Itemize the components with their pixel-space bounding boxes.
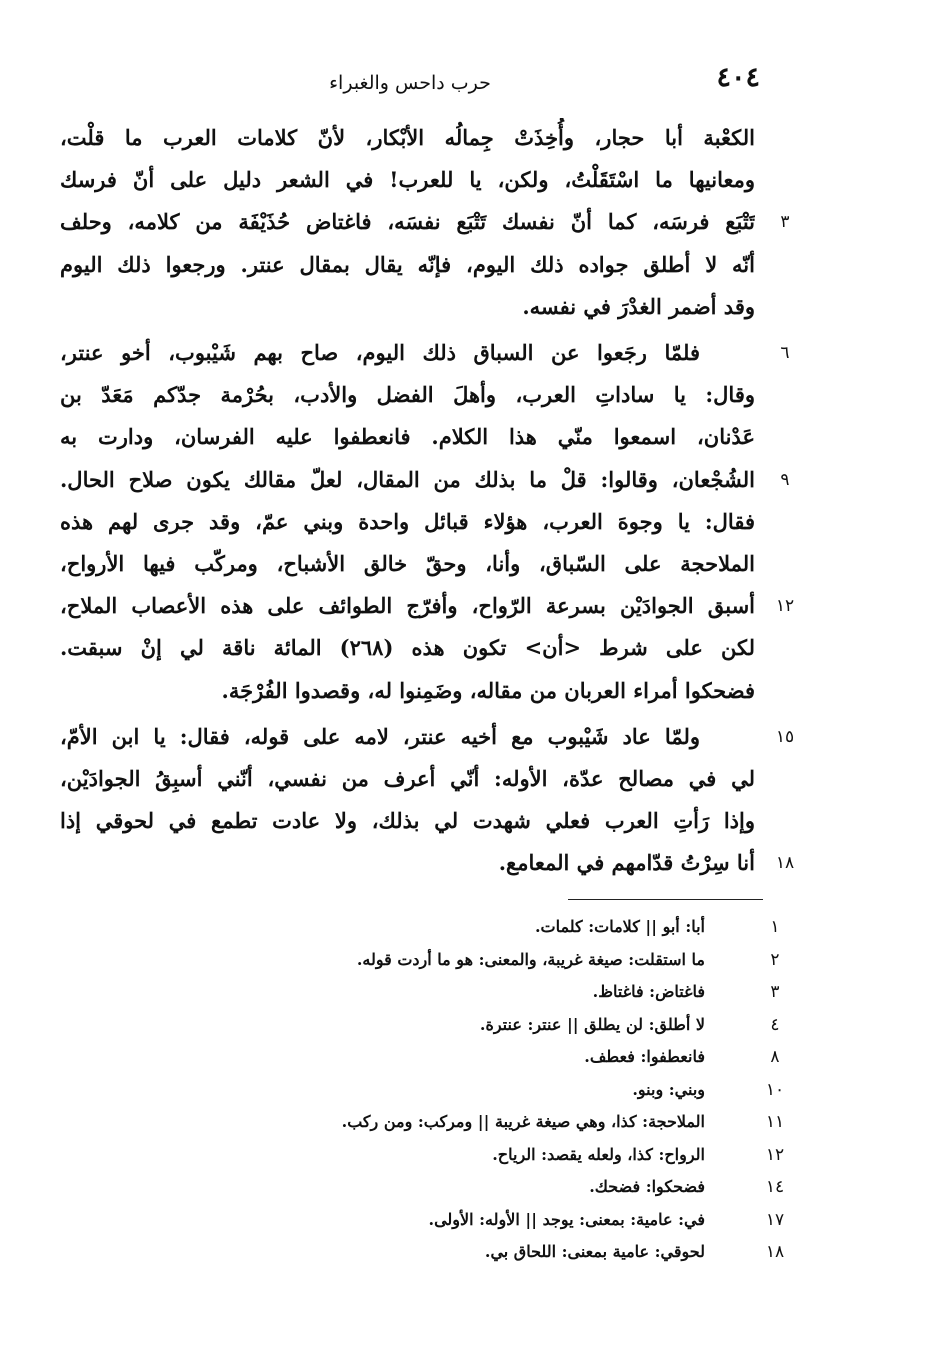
- text-line: فلمّا رجَعوا عن السباق ذلك اليوم، صاح بهم شَيْبوب، أخو عنتر،: [60, 340, 700, 365]
- footnote-text: فانعطفوا: فعطف.: [584, 1047, 705, 1066]
- text-line: تَتْبَع فرسَه، كما أنّ نفسك تَتْبَع نفسَه، فاغتاض حُذَيْفَة من كلامه، وحلف: [60, 209, 755, 235]
- text-line: الكعْبة أبا حجار، وأُخِذَتْ جِمالُه الأبْكار، لأنّ كلامات العرب ما قلْت،: [60, 125, 755, 150]
- footnote-number: ٣: [770, 982, 780, 1002]
- footnote-number: ٤: [770, 1014, 780, 1035]
- text-line: ومعانيها ما اسْتَقَلْتُ، ولكن، يا للعرب! في الشعر دليل على أنّ فرسك: [60, 167, 755, 193]
- footnote: [200, 1172, 800, 1202]
- footnote-number: ١: [770, 917, 780, 937]
- text-line: الملاحجة على السّباق، وأنا، وحقّ خالق الأشباح، ومركّب فيها الأرواح،: [60, 551, 755, 576]
- footnote: [200, 1237, 800, 1267]
- footnote: [200, 977, 800, 1007]
- footnote: [200, 1140, 800, 1170]
- page-header: [60, 62, 760, 102]
- line-number: ٩: [780, 469, 790, 490]
- text-line: أنا سِرْتُ قدّامهم في المعامع.: [498, 850, 755, 876]
- footnote-text: فاغتاض: فاغتاظ.: [592, 982, 705, 1001]
- footnote: [200, 1042, 800, 1072]
- line-number: ٣: [780, 212, 790, 233]
- footnote-number: ١٨: [765, 1242, 785, 1262]
- footnote: [200, 1107, 800, 1137]
- footnote-number: ١٧: [765, 1209, 785, 1230]
- footnote-text: فضحكوا: فضحك.: [589, 1177, 705, 1196]
- text-line: لكن على شرط <أن> تكون هذه (٢٦٨) المائة ناقة لي إنْ سبقت.: [60, 635, 755, 661]
- line-number: ١٥: [775, 726, 795, 747]
- footnote-separator: [568, 899, 763, 900]
- footnote-text: في: عامية: بمعنى: يوجد || الأوله: الأولى.: [428, 1209, 705, 1229]
- text-line: وإذا رَأتِ العرب فعلي شهدت لي بذلك، ولا عادت تطمع في لحوقي إذا: [60, 808, 755, 834]
- footnote-number: ١١: [765, 1112, 785, 1132]
- footnote-text: لا أطلق: لن يطلق || عنتر: عنترة.: [479, 1014, 705, 1034]
- footnote: [200, 1205, 800, 1235]
- text-line: فقال: يا وجوهَ العرب، هؤلاء قبائل واحدة وبني عمّ، وقد جرى لهم هذه: [60, 508, 755, 534]
- text-line: عَدْنان، اسمعوا منّي هذا الكلام. فانعطفوا عليه الفرسان، ودارت به: [60, 424, 755, 450]
- footnote-text: الرواح: كذا، ولعله يقصد: الرياح.: [492, 1144, 705, 1164]
- page-number: ٤٠٤: [716, 62, 760, 93]
- footnote-number: ٢: [770, 949, 780, 970]
- footnote: [200, 1075, 800, 1105]
- footnote-text: أبا: أبو || كلامات: كلمات.: [534, 917, 705, 936]
- line-number: ٦: [780, 343, 790, 363]
- text-line: أنّه لا أطلق جواده ذلك اليوم، فإنّه يقال بمقال عنتر. ورجعوا ذلك اليوم: [60, 251, 755, 277]
- footnote-text: وبني: وبنو.: [632, 1079, 705, 1099]
- footnote-text: لحوقي: عامية بمعنى: اللحاق بي.: [484, 1242, 705, 1261]
- footnote-number: ١٢: [765, 1144, 785, 1165]
- text-line: أسبق الجوادَيْن بسرعة الرّواح، وأفرّج الطوائف على هذه الأعصاب الملاح،: [60, 593, 755, 619]
- footnote: [200, 912, 800, 942]
- running-title: حرب داحس والغبراء: [329, 72, 491, 94]
- line-number: ١٢: [775, 596, 795, 617]
- text-line: فضحكوا أمراء العربان من مقاله، وضَمِنوا له، وقصدوا الفُرْجَة.: [221, 677, 755, 703]
- footnote: [200, 1010, 800, 1040]
- footnote-number: ٨: [770, 1047, 780, 1067]
- text-line: لي في مصالح عدّة، الأوله: أنّي أعرف من نفسي، أنّني أسبِقُ الجوادَيْن،: [60, 766, 755, 791]
- footnote-text: الملاحجة: كذا، وهي صيغة غريبة || ومركب: ومن ركب.: [341, 1112, 705, 1131]
- text-line: وقال: يا ساداتِ العرب، وأهلَ الفضل والأدب، بحُرْمة جدّكم مَعَدّ بن: [60, 382, 755, 408]
- text-line: وقد أضمر الغدْرَ في نفسه.: [522, 293, 755, 319]
- footnote: [200, 945, 800, 975]
- footnote-number: ١٠: [765, 1079, 785, 1100]
- text-line: الشُجْعان، وقالوا: قلْ ما بذلك من المقال، لعلّ مقالك يكون صلاح الحال.: [60, 466, 755, 492]
- footnote-text: ما استقلت: صيغة غريبة، والمعنى: هو ما أردت قوله.: [356, 949, 705, 969]
- footnote-number: ١٤: [765, 1177, 785, 1197]
- text-line: ولمّا عاد شَيْبوب مع أخيه عنتر، لامه على قوله، فقال: يا ابن الأمّ،: [60, 723, 700, 749]
- line-number: ١٨: [775, 853, 795, 874]
